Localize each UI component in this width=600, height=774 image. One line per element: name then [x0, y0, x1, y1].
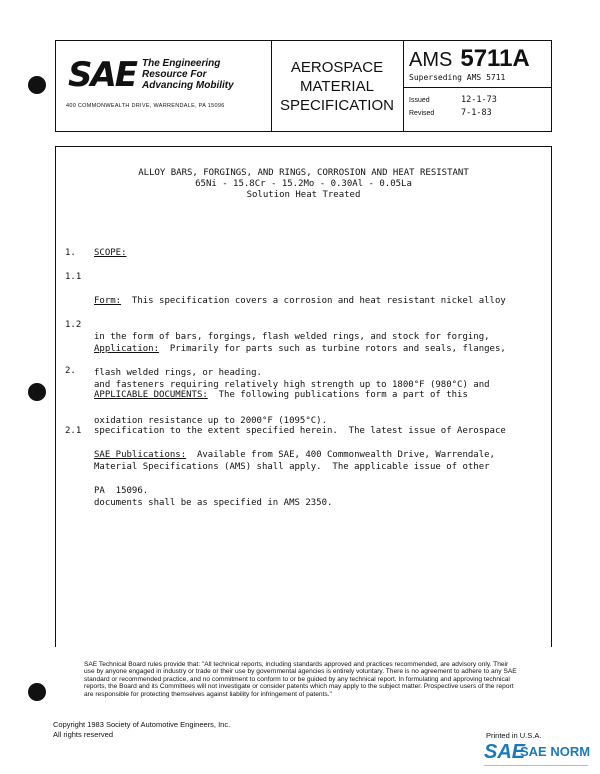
- section-heading: SCOPE:: [94, 248, 127, 258]
- section-line: Form: This specification covers a corrosion and heat resistant nickel alloy: [94, 296, 506, 306]
- sae-norm-logo-icon: SAE: [484, 741, 526, 763]
- doc-title-line: ALLOY BARS, FORGINGS, AND RINGS, CORROSION AND HEAT RESISTANT: [138, 168, 469, 178]
- section-number: 1.2: [65, 320, 82, 330]
- section-line: specification to the extent specified herein. The latest issue of Aerospace: [94, 426, 506, 436]
- sae-logo-block: [56, 41, 272, 131]
- section-heading: Form:: [94, 296, 122, 306]
- revised-label: Revised: [409, 110, 435, 117]
- section-number: 2.: [65, 366, 76, 376]
- section-line: Application: Primarily for parts such as turbine rotors and seals, flanges,: [94, 344, 506, 354]
- section-number: 1.1: [65, 272, 82, 282]
- divider: [484, 765, 588, 766]
- doc-title-line: 65Ni - 15.8Cr - 15.2Mo - 0.30Al - 0.05La: [195, 179, 412, 189]
- issued-label: Issued: [409, 97, 430, 104]
- section-heading: SAE Publications:: [94, 450, 187, 460]
- spec-number-block: [403, 41, 551, 131]
- binder-hole-icon: [28, 76, 46, 94]
- section-line: and fasteners requiring relatively high strength up to 1800°F (980°C) and: [94, 380, 490, 390]
- technical-board-notice: SAE Technical Board rules provide that: "All technical reports, including standards approved and practices recommended, are advisory only. Their use by anyone engaged in industry or trade or their use by governmental agencies is entirely voluntary. There is no agreement to adhere to any SAE standard or recommended practice, and no commitment to conform to or be guided by any technical report. In formulating and approving technical reports, the Board and its Committees will not investigate or consider patents which may apply to the subject matter. Prospective users of the report are responsible for protecting themselves against liability for infringement of patents.": [84, 661, 517, 698]
- sae-logo: SAE: [68, 55, 137, 95]
- ams-designation: AMS 5711A: [409, 45, 530, 72]
- doc-title-line: Solution Heat Treated: [246, 190, 361, 200]
- section-line: oxidation resistance up to 2000°F (1095°C).: [94, 416, 327, 426]
- issued-date: 12-1-73: [461, 95, 497, 105]
- sae-norm-stamp: [484, 741, 594, 769]
- copyright: Copyright 1983 Society of Automotive Engineers, Inc. All rights reserved: [53, 720, 231, 739]
- section-line: SAE Publications: Available from SAE, 400 Commonwealth Drive, Warrendale,: [94, 450, 495, 460]
- sae-norm-text: SAE NORM: [520, 744, 591, 759]
- section-line: in the form of bars, forgings, flash welded rings, and stock for forging,: [94, 332, 490, 342]
- section-heading: Application:: [94, 344, 160, 354]
- section-line: flash welded rings, or heading.: [94, 368, 262, 378]
- printed-in: Printed in U.S.A.: [486, 731, 542, 740]
- revised-date: 7-1-83: [461, 108, 492, 118]
- sae-address: 400 COMMONWEALTH DRIVE, WARRENDALE, PA 15096: [66, 103, 225, 109]
- spec-header: [55, 40, 552, 132]
- section-number: 2.1: [65, 426, 82, 436]
- sae-tagline: The Engineering Resource For Advancing Mobility: [142, 58, 234, 91]
- binder-hole-icon: [28, 383, 46, 401]
- superseding-note: Superseding AMS 5711: [409, 73, 506, 82]
- divider: [403, 87, 551, 88]
- ams-number: 5711A: [460, 45, 530, 72]
- spec-body: [55, 146, 552, 647]
- section-line: Material Specifications (AMS) shall apply. The applicable issue of other: [94, 462, 490, 472]
- section-line: PA 15096.: [94, 486, 149, 496]
- spec-type-title: AEROSPACE MATERIAL SPECIFICATION: [271, 41, 404, 131]
- section-line: APPLICABLE DOCUMENTS: The following publications form a part of this: [94, 390, 468, 400]
- section-heading: APPLICABLE DOCUMENTS:: [94, 390, 208, 400]
- binder-hole-icon: [28, 683, 46, 701]
- section-line: documents shall be as specified in AMS 2350.: [94, 498, 333, 508]
- section-number: 1.: [65, 248, 76, 258]
